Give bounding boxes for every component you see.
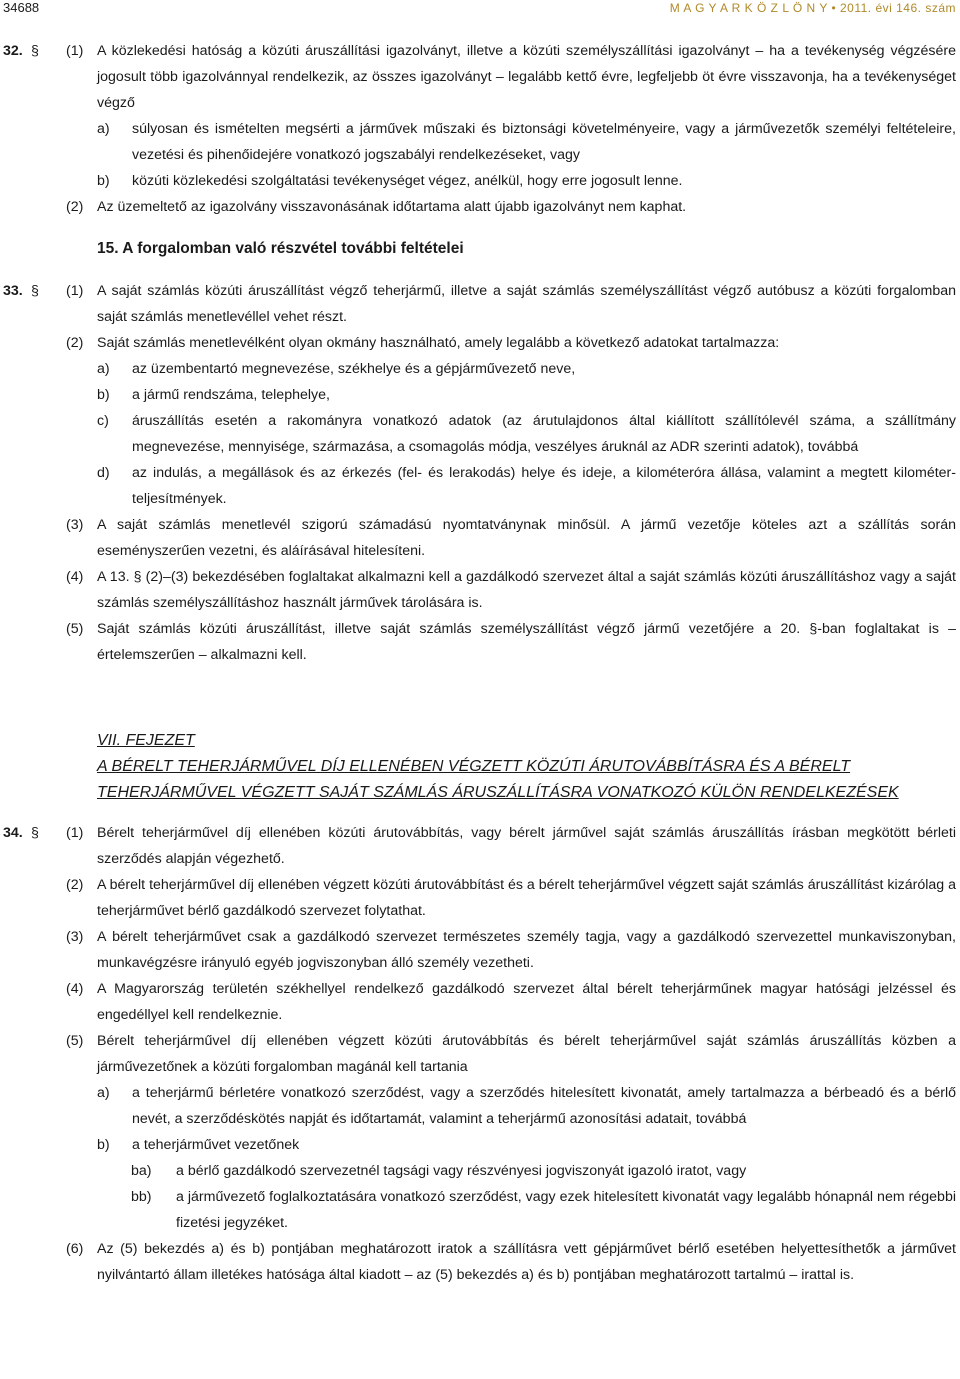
point-c <box>97 408 960 460</box>
paragraph-number: (2) <box>66 877 84 893</box>
paragraph-number: (1) <box>66 43 84 59</box>
paragraph-number: (4) <box>66 981 84 997</box>
point-text: a teherjármű bérletére vonatkozó szerződést, vagy a szerződés hitelesített kivonatát, amely tartalmazza a bérbeadó és a bérlő nevét, a szerződéskötés napját és időtartamát, valamint a teherjármű azonosítási adatait, továbbá <box>132 1085 956 1127</box>
chapter-heading <box>97 728 960 806</box>
subtitle-15: 15. A forgalomban való részvétel további feltételei <box>97 240 464 257</box>
point-label: c) <box>97 413 109 429</box>
point-b <box>97 382 960 408</box>
subpoint-label: bb) <box>131 1189 152 1205</box>
point-text: az indulás, a megállások és az érkezés (fel- és lerakodás) helye és ideje, a kilométeróra állása, valamint a megtett kilométer-teljesítmények. <box>132 465 956 507</box>
section-34-p1 <box>0 820 960 872</box>
section-32-p1 <box>0 38 960 116</box>
paragraph-text: A saját számlás menetlevél szigorú számadású nyomtatványnak minősül. A jármű vezetője köteles azt a szállítás során eseményszerűen vezetni, és aláírásával hitelesíteni. <box>97 517 956 559</box>
chapter-number: VII. FEJEZET <box>97 732 195 749</box>
point-label: b) <box>97 387 110 403</box>
point-label: a) <box>97 121 110 137</box>
subpoint-label: ba) <box>131 1163 152 1179</box>
page-number: 34688 <box>3 0 40 15</box>
paragraph-text: Bérelt teherjárművel díj ellenében közúti árutovábbítás, vagy bérelt járművel saját számlás áruszállítás írásban megkötött bérleti szerződés alapján végezhető. <box>97 825 956 867</box>
section-33-p4 <box>0 564 960 616</box>
point-a <box>97 116 960 168</box>
section-number: 32. <box>3 43 23 59</box>
point-text: az üzembentartó megnevezése, székhelye és a gépjárművezető neve, <box>132 361 576 377</box>
paragraph-text: Saját számlás menetlevélként olyan okmány használható, amely legalább a következő adatokat tartalmazza: <box>97 335 780 351</box>
point-b <box>97 1132 960 1158</box>
section-34-p5 <box>0 1028 960 1080</box>
point-a <box>97 1080 960 1132</box>
paragraph-text: Saját számlás közúti áruszállítást, illetve saját számlás személyszállítást végző jármű vezetőjére a 20. §-ban foglaltakat is – értelemszerűen – alkalmazni kell. <box>97 621 956 663</box>
paragraph-text: Az (5) bekezdés a) és b) pontjában meghatározott iratok a szállításra vett gépjárművet bérlő esetében helyettesíthetők a járművet nyilvántartó állam illetékes hatósága által kiadott – az (5) bekezdés a) és b) pontjában meghatározott tartalmú – irattal is. <box>97 1241 956 1283</box>
subpoint-bb <box>131 1184 960 1236</box>
paragraph-number: (6) <box>66 1241 84 1257</box>
paragraph-number: (3) <box>66 929 84 945</box>
section-symbol: § <box>31 43 39 59</box>
paragraph-text: Az üzemeltető az igazolvány visszavonásának időtartama alatt újabb igazolványt nem kaphat. <box>97 199 687 215</box>
journal-title: M A G Y A R K Ö Z L Ö N Y • 2011. évi 146. szám <box>669 1 956 15</box>
point-d <box>97 460 960 512</box>
point-label: a) <box>97 361 110 377</box>
section-33-p3 <box>0 512 960 564</box>
section-number: 34. <box>3 825 23 841</box>
section-symbol: § <box>31 825 39 841</box>
paragraph-text: A 13. § (2)–(3) bekezdésében foglaltakat alkalmazni kell a gazdálkodó szervezet által a saját számlás közúti áruszállításhoz vagy a saját számlás személyszállításhoz használt járművek tárolására is. <box>97 569 956 611</box>
section-34-p2 <box>0 872 960 924</box>
paragraph-number: (1) <box>66 283 84 299</box>
paragraph-text: A bérelt teherjárművet csak a gazdálkodó szervezet természetes személy tagja, vagy a gazdálkodó szervezettel munkaviszonyban, munkavégzésre irányuló egyéb jogviszonyban álló személy vezetheti. <box>97 929 956 971</box>
chapter-title-line-2: TEHERJÁRMŰVEL VÉGZETT SAJÁT SZÁMLÁS ÁRUSZÁLLÍTÁSRA VONATKOZÓ KÜLÖN RENDELKEZÉSEK <box>97 784 899 801</box>
section-34-p3 <box>0 924 960 976</box>
page-header <box>0 0 960 22</box>
paragraph-number: (4) <box>66 569 84 585</box>
section-33-p2 <box>0 330 960 356</box>
subpoint-text: a járművezető foglalkoztatására vonatkozó szerződést, vagy ezek hitelesített kivonatát vagy legalább hónapnál nem régebbi fizetési jegyzéket. <box>176 1189 956 1231</box>
point-b <box>97 168 960 194</box>
point-text: súlyosan és ismételten megsérti a járművek műszaki és biztonsági követelményeire, vagy a járművezetők személyi feltételeire, vezetési és pihenőidejére vonatkozó jogszabályi rendelkezéseket, vagy <box>132 121 956 163</box>
section-34-p6 <box>0 1236 960 1288</box>
point-label: a) <box>97 1085 110 1101</box>
point-label: b) <box>97 1137 110 1153</box>
document-body <box>0 38 960 1288</box>
section-symbol: § <box>31 283 39 299</box>
point-text: a teherjárművet vezetőnek <box>132 1137 300 1153</box>
paragraph-text: A közlekedési hatóság a közúti áruszállítási igazolványt, illetve a közúti személyszállítási igazolványt – ha a tevékenység végzésére jogosult több igazolvánnyal rendelkezik, az összes igazolványt – legalább kettő évre, legfeljebb öt évre visszavonja, ha a tevékenységet végző <box>97 43 956 111</box>
point-a <box>97 356 960 382</box>
paragraph-number: (2) <box>66 335 84 351</box>
section-33-p1 <box>0 278 960 330</box>
chapter-title-line-1: A BÉRELT TEHERJÁRMŰVEL DÍJ ELLENÉBEN VÉGZETT KÖZÚTI ÁRUTOVÁBBÍTÁSRA ÉS A BÉRELT <box>97 758 851 775</box>
subpoint-text: a bérlő gazdálkodó szervezetnél tagsági vagy részvényesi jogviszonyát igazoló iratot, vagy <box>176 1163 747 1179</box>
paragraph-number: (5) <box>66 621 84 637</box>
paragraph-text: A Magyarország területén székhellyel rendelkező gazdálkodó szervezet által bérelt teherjárműnek magyar hatósági jelzéssel és engedéllyel kell rendelkeznie. <box>97 981 956 1023</box>
point-text: közúti közlekedési szolgáltatási tevékenységet végez, anélkül, hogy erre jogosult lenne. <box>132 173 683 189</box>
point-label: d) <box>97 465 110 481</box>
paragraph-number: (1) <box>66 825 84 841</box>
paragraph-number: (2) <box>66 199 84 215</box>
section-34-p4 <box>0 976 960 1028</box>
paragraph-text: A bérelt teherjárművel díj ellenében végzett közúti árutovábbítást és a bérelt teherjárművel végzett saját számlás áruszállítást kizárólag a teherjárművet bérlő gazdálkodó szervezet folytathat. <box>97 877 956 919</box>
paragraph-text: A saját számlás közúti áruszállítást végző teherjármű, illetve a saját számlás személyszállítást végző autóbusz a közúti forgalomban saját számlás menetlevéllel vehet részt. <box>97 283 956 325</box>
paragraph-number: (3) <box>66 517 84 533</box>
section-33-p5 <box>0 616 960 668</box>
paragraph-text: Bérelt teherjárművel díj ellenében végzett közúti árutovábbítás és bérelt teherjárművel saját számlás áruszállítás közben a járművezetőnek a közúti forgalomban magánál kell tartania <box>97 1033 956 1075</box>
subpoint-ba <box>131 1158 960 1184</box>
point-text: áruszállítás esetén a rakományra vonatkozó adatok (az árutulajdonos által kiállított szállítólevél száma, a szállítmány megnevezése, mennyisége, származása, a csomagolás módja, veszélyes áruknál az ADR szerinti adatok), továbbá <box>132 413 956 455</box>
point-label: b) <box>97 173 110 189</box>
point-text: a jármű rendszáma, telephelye, <box>132 387 330 403</box>
paragraph-number: (5) <box>66 1033 84 1049</box>
section-number: 33. <box>3 283 23 299</box>
section-32-p2 <box>0 194 960 220</box>
